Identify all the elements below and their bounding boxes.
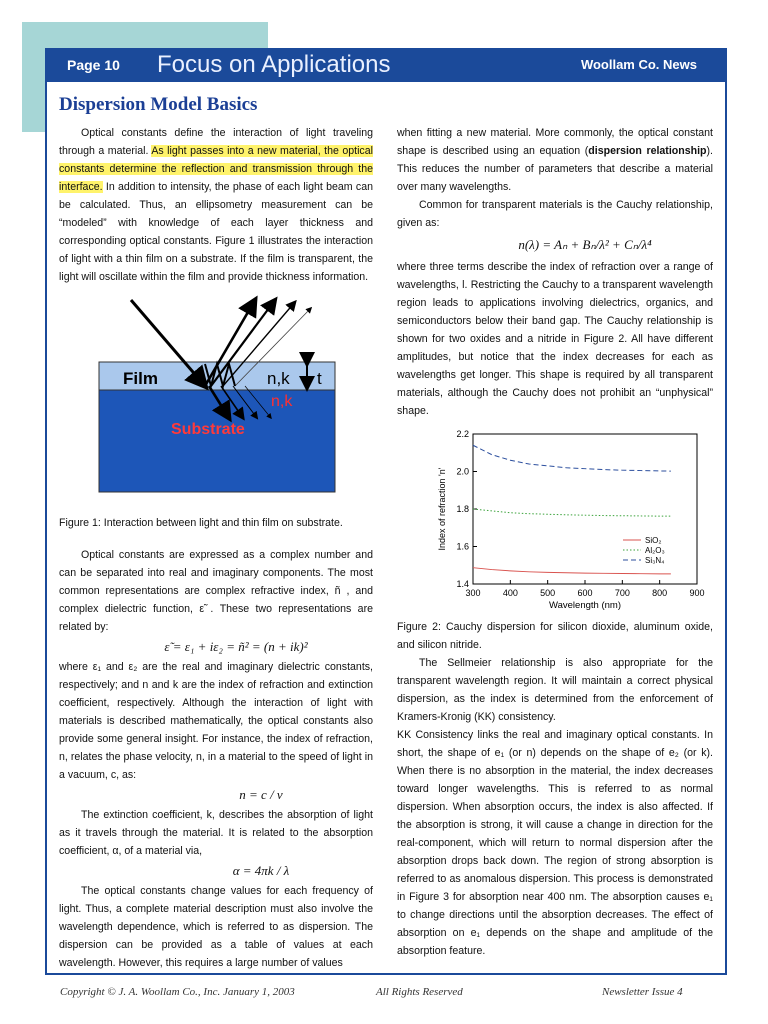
film-nk-label: n,k bbox=[267, 369, 290, 388]
left-column bbox=[59, 124, 373, 972]
section-title: Focus on Applications bbox=[157, 51, 391, 78]
paragraph-sellmeier: The Sellmeier relationship is also appropriate for the transparent wavelength region. It will maintain a correct physical dispersion, as the index is determined from the enforcement of Kramers-Kronig (KK) consistency. bbox=[397, 657, 713, 723]
equation-cauchy: n(λ) = Aₙ + Bₙ/λ² + Cₙ/λ⁴ bbox=[518, 237, 652, 252]
series-line-0 bbox=[473, 568, 671, 574]
footer-copyright: Copyright © J. A. Woollam Co., Inc. January 1, 2003 bbox=[60, 986, 295, 998]
paragraph-intro: Optical constants define the interaction of light traveling through a material. As light passes into a new material, the optical constants determine the reflection and transmission through the interface. In addition to intensity, the phase of each light beam can be calculated. Thus, an ellipsometry measurement can be “modeled” with knowledge of each layer thickness and corresponding optical constants. Figure 1 illustrates the interaction of light with a thin film on a substrate. If the film is transparent, the light will oscillate within the film and provide thickness information. bbox=[59, 127, 373, 283]
series-line-1 bbox=[473, 509, 671, 516]
paragraph-extinction: The extinction coefficient, k, describes the absorption of light as it travels through the material. It is related to the absorption coefficient, α, of a material via, bbox=[59, 809, 373, 857]
x-tick-label: 300 bbox=[465, 588, 481, 598]
y-tick-label: 1.6 bbox=[456, 541, 469, 552]
paragraph-kk: KK Consistency links the real and imaginary optical constants. In short, the shape of e₁ (or n) depends on the shape of e₂ (or k). When there is no absorption in the material, the index decreases toward longer wavelengths. This is referred to as normal dispersion. When absorption occurs, the index is also affected. If the absorption is strong, it will cause a change in direction for the real-component, which will return to normal dispersion after the absorption drops back down. The region of strong absorption is referred to as anomalous dispersion. This process is demonstrated in Figure 3 for absorption near 400 nm. The absorption causes e₁ to change directions until the absorption decreases. The effect of absorption on e₁ depends on the shape and amplitude of the absorption feature. bbox=[397, 729, 713, 957]
y-tick-label: 1.4 bbox=[456, 579, 469, 589]
y-tick-label: 1.8 bbox=[456, 504, 469, 514]
substrate-layer bbox=[99, 390, 335, 492]
paragraph-cauchy-detail: where three terms describe the index of refraction over a range of wavelengths, l. Restricting the Cauchy to a transparent wavelength region leads to applications involving dielectrics, organics, and semiconductors below their band gap. The Cauchy relationship is shown for two oxides and a nitride in Figure 2. All have different amplitudes, but notice that the index decreases for each as wavelengths get longer. This shape is required by all transparent materials, although the Cauchy does not prohibit an “unphysical” shape. bbox=[397, 261, 713, 417]
paragraph-fitting: when fitting a new material. More commonly, the optical constant shape is described using an equation (dispersion relationship). This reduces the number of parameters that describe a material over many wavelengths. bbox=[397, 127, 713, 193]
y-tick-label: 2.0 bbox=[456, 466, 469, 477]
substrate-label: Substrate bbox=[171, 421, 245, 438]
page-header bbox=[47, 50, 725, 82]
figure-1-diagram bbox=[59, 294, 373, 514]
bold-term: dispersion relationship bbox=[588, 145, 707, 157]
x-tick-label: 800 bbox=[652, 588, 668, 598]
legend-label-0: SiO₂ bbox=[645, 536, 662, 545]
equation-dielectric: ε̃ = ε₁ + iε₂ = ñ² = (n + ik)² bbox=[164, 639, 308, 654]
thickness-label: t bbox=[317, 369, 322, 388]
article-title: Dispersion Model Basics bbox=[59, 94, 258, 115]
highlighted-text: As light passes into a new material, the optical constants determine the reflection and transmission through the interface. bbox=[59, 145, 373, 193]
paragraph-dispersion: The optical constants change values for each frequency of light. Thus, a complete material description must also involve the wavelength dependence, which is referred to as dispersion. The dispersion can be provided as a table of values at each wavelength. However, this requires a large number of values bbox=[59, 885, 373, 969]
paragraph-constants: where ε₁ and ε₂ are the real and imaginary dielectric constants, respectively; and n and k are the index of refraction and extinction coefficient, respectively. Although the interaction of light with materials is described mathematically, the optical constants also provide some general insight. For instance, the index of refraction, n, relates the phase velocity, n, in a material to the speed of light in a vacuum, c, as: bbox=[59, 661, 373, 781]
legend-label-2: Si₃N₄ bbox=[645, 556, 665, 565]
film-label: Film bbox=[123, 369, 158, 388]
substrate-nk-label: n,k bbox=[271, 393, 293, 410]
newsletter-name: Woollam Co. News bbox=[580, 57, 697, 72]
x-axis-label: Wavelength (nm) bbox=[549, 600, 621, 611]
y-tick-label: 2.2 bbox=[456, 429, 469, 439]
page-number: Page 10 bbox=[67, 57, 120, 73]
x-tick-label: 900 bbox=[689, 588, 705, 598]
x-tick-label: 600 bbox=[577, 588, 593, 598]
page-frame bbox=[45, 48, 727, 975]
paragraph-cauchy-intro: Common for transparent materials is the Cauchy relationship, given as: bbox=[397, 199, 713, 229]
footer-issue: Newsletter Issue 4 bbox=[602, 986, 683, 998]
right-column bbox=[397, 124, 713, 960]
figure-2-chart bbox=[397, 426, 713, 616]
figure-1-caption: Figure 1: Interaction between light and thin film on substrate. bbox=[59, 517, 343, 529]
equation-absorption: α = 4πk / λ bbox=[232, 863, 290, 878]
equation-phase-velocity: n = c / v bbox=[239, 787, 283, 802]
series-line-2 bbox=[473, 445, 671, 471]
footer-rights: All Rights Reserved bbox=[376, 986, 463, 998]
legend-label-1: Al₂O₃ bbox=[645, 546, 665, 555]
x-tick-label: 400 bbox=[502, 588, 518, 598]
x-tick-label: 500 bbox=[540, 588, 556, 598]
x-tick-label: 700 bbox=[614, 588, 630, 598]
paragraph-complex: Optical constants are expressed as a complex number and can be separated into real and imaginary components. The most common representations are complex refractive index, ñ , and complex dielectric function, ε̃ . These two representations are related by: bbox=[59, 549, 373, 633]
figure-2-caption: Figure 2: Cauchy dispersion for silicon dioxide, aluminum oxide, and silicon nitride. bbox=[397, 621, 713, 651]
y-axis-label: Index of refraction 'n' bbox=[437, 467, 447, 551]
